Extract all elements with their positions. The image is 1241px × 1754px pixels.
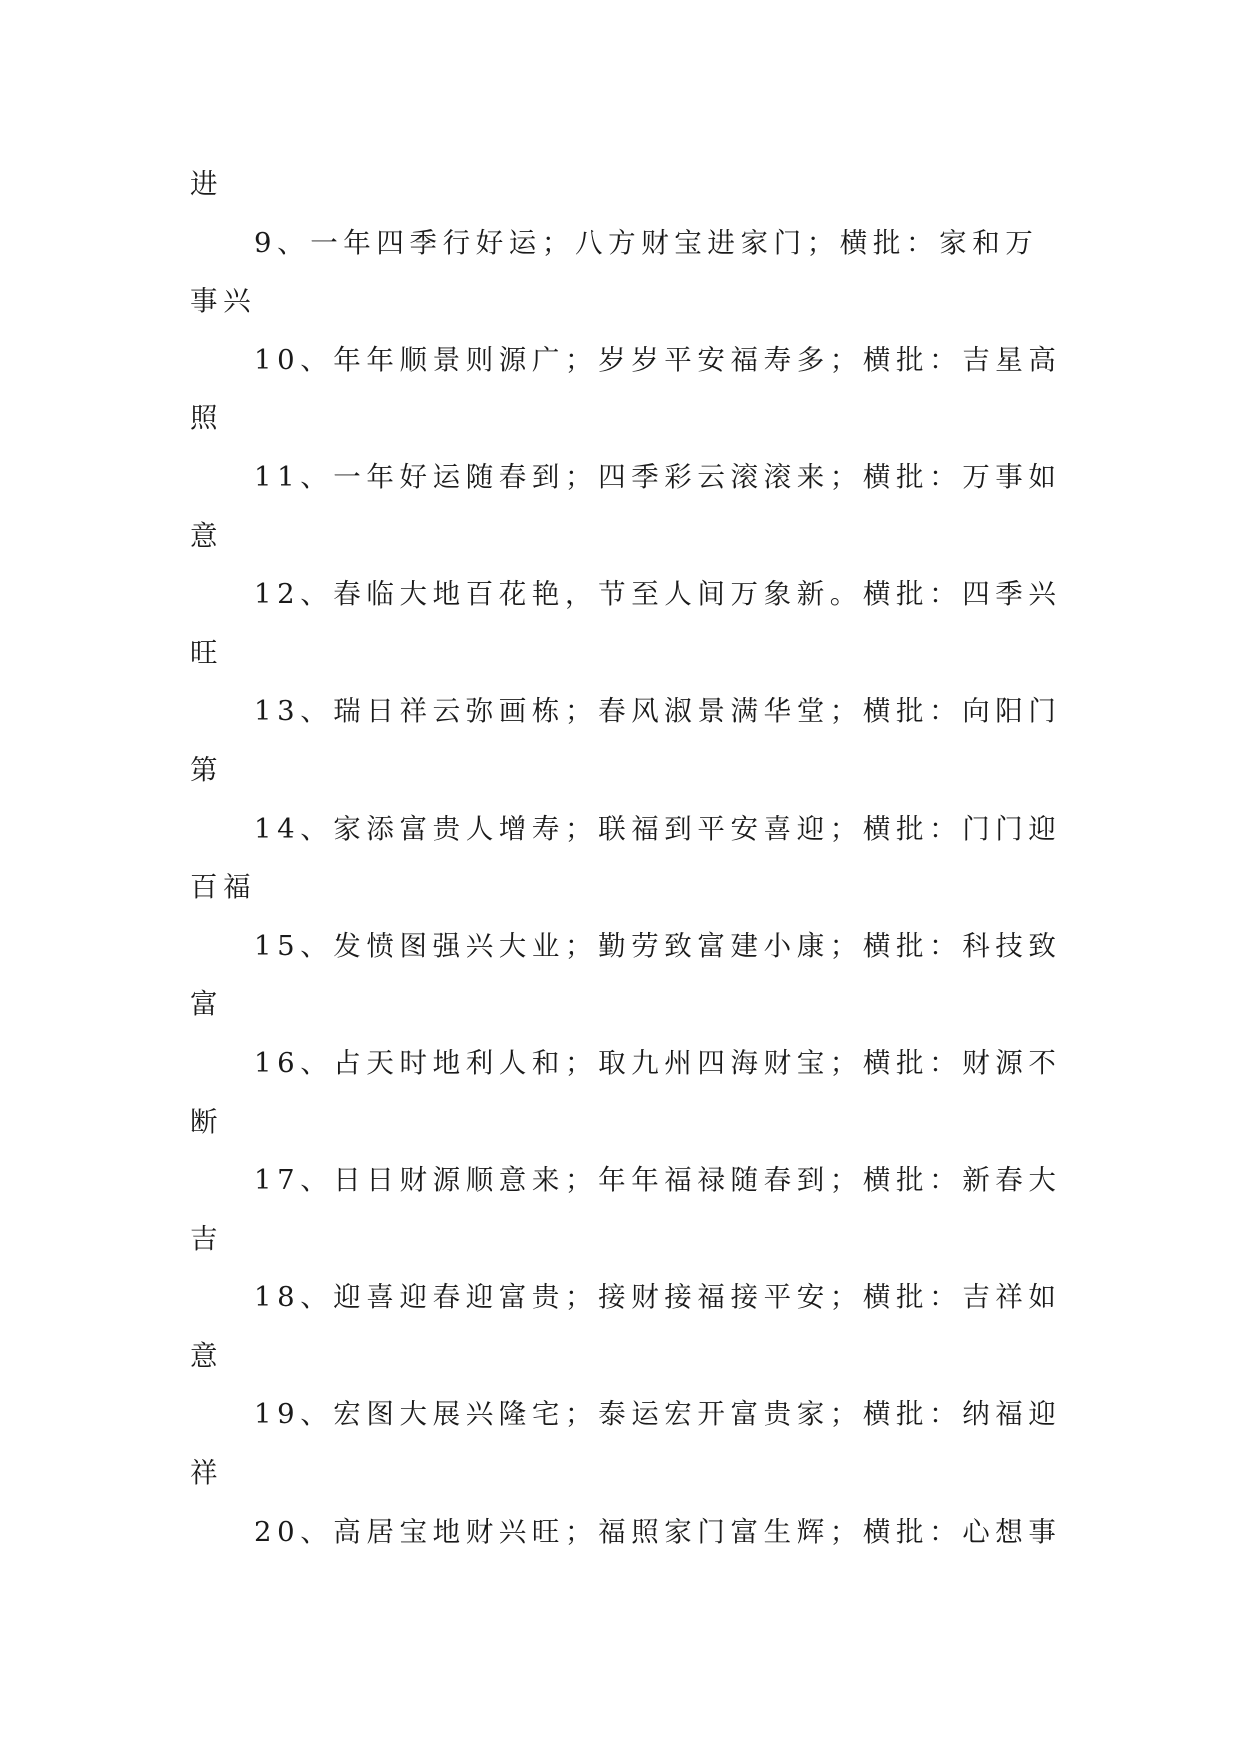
couplet-entry-line: 10、年年顺景则源广；岁岁平安福寿多；横批：吉星高 (254, 343, 1062, 376)
couplet-entry-line: 20、高居宝地财兴旺；福照家门富生辉；横批：心想事 (254, 1515, 1062, 1548)
couplet-continuation-line: 百福 (190, 871, 257, 904)
couplet-entry-line: 13、瑞日祥云弥画栋；春风淑景满华堂；横批：向阳门 (254, 695, 1062, 728)
couplet-entry-line: 14、家添富贵人增寿；联福到平安喜迎；横批：门门迎 (254, 812, 1062, 845)
couplet-entry-line: 16、占天时地利人和；取九州四海财宝；横批：财源不 (254, 1046, 1062, 1079)
couplet-entry-line: 15、发愤图强兴大业；勤劳致富建小康；横批：科技致 (254, 929, 1062, 962)
couplet-continuation-line: 富 (190, 988, 224, 1021)
couplet-entry-line: 9、一年四季行好运；八方财宝进家门；横批：家和万 (254, 226, 1039, 259)
couplet-continuation-line: 第 (190, 753, 224, 786)
document-body (190, 155, 1062, 1561)
couplet-continuation-line: 吉 (190, 1222, 224, 1255)
couplet-continuation-line: 进 (190, 168, 224, 200)
couplet-continuation-line: 事兴 (190, 285, 257, 318)
couplet-continuation-line: 意 (190, 519, 224, 552)
couplet-entry-line: 12、春临大地百花艳，节至人间万象新。横批：四季兴 (254, 578, 1062, 611)
couplet-entry-line: 19、宏图大展兴隆宅；泰运宏开富贵家；横批：纳福迎 (254, 1398, 1062, 1431)
couplet-continuation-line: 意 (190, 1339, 224, 1372)
couplet-continuation-line: 旺 (190, 636, 224, 669)
couplet-continuation-line: 祥 (190, 1457, 224, 1490)
couplet-continuation-line: 照 (190, 402, 224, 435)
couplet-entry-line: 18、迎喜迎春迎富贵；接财接福接平安；横批：吉祥如 (254, 1281, 1062, 1314)
couplet-entry-line: 11、一年好运随春到；四季彩云滚滚来；横批：万事如 (254, 460, 1062, 493)
couplet-entry-line: 17、日日财源顺意来；年年福禄随春到；横批：新春大 (254, 1164, 1062, 1197)
couplet-continuation-line: 断 (190, 1105, 224, 1138)
